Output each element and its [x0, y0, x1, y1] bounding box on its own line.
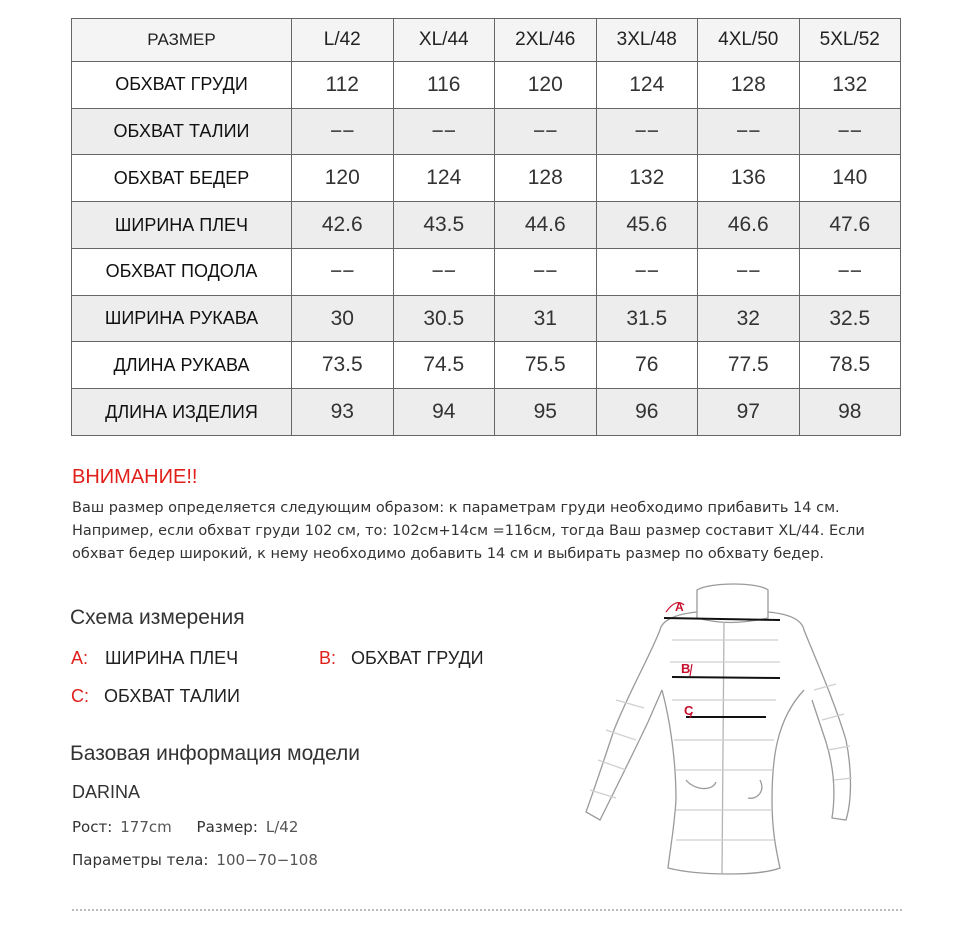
table-cell: 124	[596, 62, 698, 109]
table-cell: −−	[292, 248, 394, 295]
header-cell: 3XL/48	[596, 19, 698, 62]
legend-key: B:	[319, 648, 337, 668]
table-cell: −−	[495, 108, 597, 155]
model-info-title: Базовая информация модели	[70, 742, 361, 765]
table-cell: −−	[698, 248, 800, 295]
row-label: ОБХВАТ ТАЛИИ	[72, 108, 292, 155]
table-cell: 116	[393, 62, 495, 109]
size-value: L/42	[265, 818, 299, 836]
height-label: Рост:	[72, 818, 113, 836]
height-value: 177cm	[120, 818, 172, 836]
table-cell: −−	[799, 108, 901, 155]
model-params-line	[72, 851, 318, 869]
table-cell: 124	[393, 155, 495, 202]
table-cell: 44.6	[495, 202, 597, 249]
row-label: ДЛИНА ИЗДЕЛИЯ	[72, 389, 292, 436]
row-label: ДЛИНА РУКАВА	[72, 342, 292, 389]
size-table-header-row	[72, 19, 901, 62]
table-cell: 77.5	[698, 342, 800, 389]
table-cell: −−	[393, 108, 495, 155]
size-chart-table	[71, 18, 901, 436]
table-cell: 132	[596, 155, 698, 202]
table-cell: 97	[698, 389, 800, 436]
table-row	[72, 248, 901, 295]
table-row	[72, 108, 901, 155]
row-label: ШИРИНА ПЛЕЧ	[72, 202, 292, 249]
table-cell: 42.6	[292, 202, 394, 249]
table-row	[72, 295, 901, 342]
header-cell: 2XL/46	[495, 19, 597, 62]
table-row	[72, 342, 901, 389]
table-cell: 32.5	[799, 295, 901, 342]
table-cell: 93	[292, 389, 394, 436]
marker-c-label: C	[684, 703, 694, 718]
table-cell: 31.5	[596, 295, 698, 342]
table-cell: 73.5	[292, 342, 394, 389]
table-row	[72, 202, 901, 249]
legend-item-chest	[319, 648, 484, 669]
row-label: ОБХВАТ ГРУДИ	[72, 62, 292, 109]
row-label: ОБХВАТ ПОДОЛА	[72, 248, 292, 295]
attention-title: ВНИМАНИЕ!!	[72, 466, 198, 488]
table-cell: 112	[292, 62, 394, 109]
chest-line	[672, 677, 780, 678]
measurement-scheme-title: Схема измерения	[70, 606, 245, 629]
table-cell: 76	[596, 342, 698, 389]
table-cell: 31	[495, 295, 597, 342]
row-label: ОБХВАТ БЕДЕР	[72, 155, 292, 202]
legend-label: ШИРИНА ПЛЕЧ	[105, 648, 239, 668]
size-label: Размер:	[196, 818, 258, 836]
legend-key: C:	[71, 686, 89, 706]
table-cell: 94	[393, 389, 495, 436]
table-cell: 128	[495, 155, 597, 202]
table-cell: 75.5	[495, 342, 597, 389]
table-cell: 74.5	[393, 342, 495, 389]
table-cell: 98	[799, 389, 901, 436]
table-cell: 43.5	[393, 202, 495, 249]
table-cell: 128	[698, 62, 800, 109]
marker-b-label: B	[681, 661, 691, 676]
params-value: 100−70−108	[216, 851, 318, 869]
table-cell: 132	[799, 62, 901, 109]
row-label: ШИРИНА РУКАВА	[72, 295, 292, 342]
header-cell: L/42	[292, 19, 394, 62]
table-cell: 45.6	[596, 202, 698, 249]
table-cell: 136	[698, 155, 800, 202]
jacket-measurement-diagram	[570, 580, 860, 880]
table-cell: 120	[292, 155, 394, 202]
table-cell: −−	[596, 248, 698, 295]
legend-key: A:	[71, 648, 89, 668]
attention-text: Ваш размер определяется следующим образом: к параметрам груди необходимо прибавить 14 см. Например, если обхват груди 102 см, то: 102см+14см =116см, тогда Ваш размер составит XL/44. Если обхват бедер широкий, к нему необходимо добавить 14 см и выбирать размер по обхвату бедер.	[72, 500, 865, 562]
table-cell: 78.5	[799, 342, 901, 389]
table-cell: 96	[596, 389, 698, 436]
header-cell: XL/44	[393, 19, 495, 62]
table-cell: 95	[495, 389, 597, 436]
marker-a-label: A	[675, 600, 684, 614]
table-cell: −−	[596, 108, 698, 155]
params-label: Параметры тела:	[72, 851, 209, 869]
table-cell: 140	[799, 155, 901, 202]
table-cell: 32	[698, 295, 800, 342]
model-name: DARINA	[72, 782, 141, 802]
table-cell: 46.6	[698, 202, 800, 249]
shoulder-width-line	[664, 618, 780, 620]
legend-item-waist	[71, 686, 240, 707]
header-cell: РАЗМЕР	[72, 19, 292, 62]
table-cell: 30.5	[393, 295, 495, 342]
table-cell: 47.6	[799, 202, 901, 249]
header-cell: 5XL/52	[799, 19, 901, 62]
table-cell: 120	[495, 62, 597, 109]
table-cell: −−	[393, 248, 495, 295]
table-cell: −−	[495, 248, 597, 295]
table-cell: 30	[292, 295, 394, 342]
jacket-outline	[586, 584, 852, 874]
divider	[72, 909, 902, 911]
legend-label: ОБХВАТ ТАЛИИ	[104, 686, 240, 706]
table-row	[72, 62, 901, 109]
table-cell: −−	[799, 248, 901, 295]
table-row	[72, 389, 901, 436]
header-cell: 4XL/50	[698, 19, 800, 62]
table-row	[72, 155, 901, 202]
table-cell: −−	[698, 108, 800, 155]
table-cell: −−	[292, 108, 394, 155]
legend-item-shoulder-width	[71, 648, 238, 669]
model-height-size-line	[72, 818, 298, 836]
legend-label: ОБХВАТ ГРУДИ	[351, 648, 484, 668]
